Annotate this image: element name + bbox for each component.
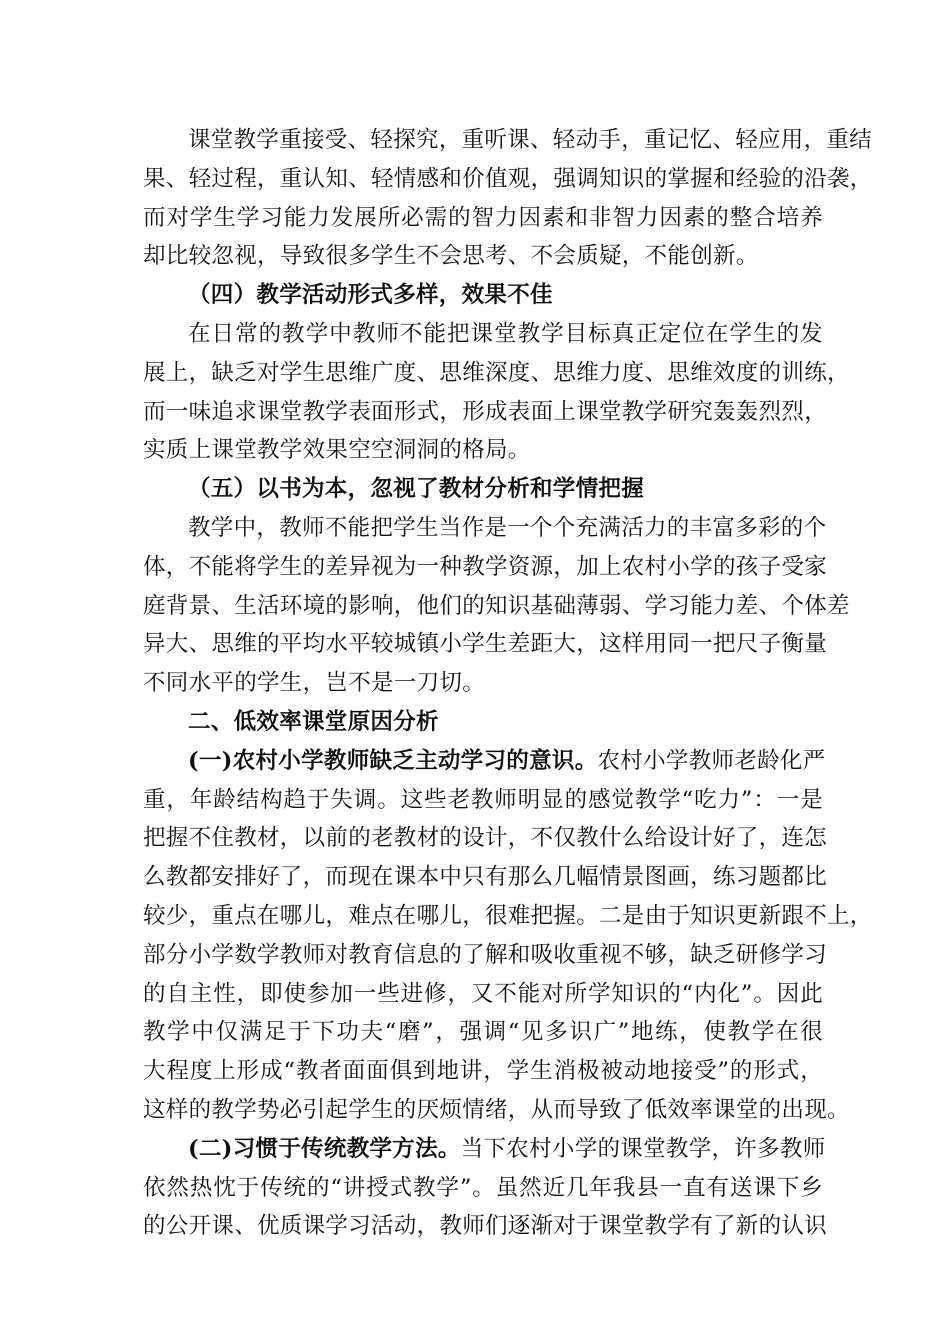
paragraph-line: 展上，缺乏对学生思维广度、思维深度、思维力度、思维效度的训练， [143, 359, 850, 386]
paragraph-line: 在日常的教学中教师不能把课堂教学目标真正定位在学生的发 [188, 320, 823, 347]
paragraph-line: 部分小学数学教师对教育信息的了解和吸收重视不够，缺乏研修学习 [143, 941, 828, 968]
paragraph-line: 异大、思维的平均水平较城镇小学生差距大，这样用同一把尺子衡量 [143, 631, 828, 658]
paragraph-line: 而一味追求课堂教学表面形式，形成表面上课堂教学研究轰轰烈烈， [143, 398, 828, 425]
paragraph-line: 不同水平的学生，岂不是一刀切。 [143, 670, 486, 697]
paragraph-text: 当下农村小学的课堂教学，许多教师 [460, 1135, 826, 1162]
paragraph-line [143, 742, 826, 781]
paragraph-line: 教学中仅满足于下功夫“磨”，强调“见多识广”地练，使教学在很 [143, 1019, 823, 1046]
inline-heading: (一)农村小学教师缺乏主动学习的意识。 [188, 747, 598, 774]
paragraph-line: 把握不住教材，以前的老教材的设计，不仅教什么给设计好了，连怎 [143, 825, 828, 852]
paragraph-line: 这样的教学势必引起学生的厌烦情绪，从而导致了低效率课堂的出现。 [143, 1096, 850, 1123]
paragraph-line: 却比较忽视，导致很多学生不会思考、不会质疑，不能创新。 [143, 243, 759, 270]
section-heading-4: （四）教学活动形式多样，效果不佳 [188, 282, 553, 309]
paragraph-line: 的公开课、优质课学习活动，教师们逐渐对于课堂教学有了新的认识 [143, 1213, 828, 1240]
paragraph-line: 课堂教学重接受、轻探究，重听课、轻动手，重记忆、轻应用，重结 [188, 127, 873, 153]
chapter-heading: 二、低效率课堂原因分析 [188, 708, 439, 735]
paragraph-line [143, 1130, 826, 1169]
paragraph-line: 的自主性，即使参加一些进修，又不能对所学知识的“内化”。因此 [143, 980, 823, 1007]
paragraph-line: 较少，重点在哪儿，难点在哪儿，很难把握。二是由于知识更新跟不上， [143, 902, 873, 929]
paragraph-line: 依然热忱于传统的“讲授式教学”。虽然近几年我县一直有送课下乡 [143, 1174, 823, 1201]
document-page [143, 121, 873, 1246]
paragraph-line: 体，不能将学生的差异视为一种教学资源，加上农村小学的孩子受家 [143, 553, 828, 580]
inline-heading: (二)习惯于传统教学方法。 [188, 1135, 461, 1162]
paragraph-line: 教学中，教师不能把学生当作是一个个充满活力的丰富多彩的个 [188, 514, 827, 541]
paragraph-line: 实质上课堂教学效果空空洞洞的格局。 [143, 437, 531, 464]
paragraph-line: 而对学生学习能力发展所必需的智力因素和非智力因素的整合培养 [143, 204, 823, 231]
paragraph-line: 么教都安排好了，而现在课本中只有那么几幅情景图画，练习题都比 [143, 864, 828, 891]
paragraph-line: 重，年龄结构趋于失调。这些老教师明显的感觉教学“吃力”：一是 [143, 786, 823, 813]
paragraph-line: 庭背景、生活环境的影响，他们的知识基础薄弱、学习能力差、个体差 [143, 592, 850, 619]
section-heading-5: （五）以书为本，忽视了教材分析和学情把握 [188, 476, 645, 503]
paragraph-line: 大程度上形成“教者面面俱到地讲，学生消极被动地接受”的形式， [143, 1058, 823, 1085]
paragraph-text: 农村小学教师老龄化严 [597, 747, 826, 774]
paragraph-line: 果、轻过程，重认知、轻情感和价值观，强调知识的掌握和经验的沿袭， [143, 165, 873, 192]
